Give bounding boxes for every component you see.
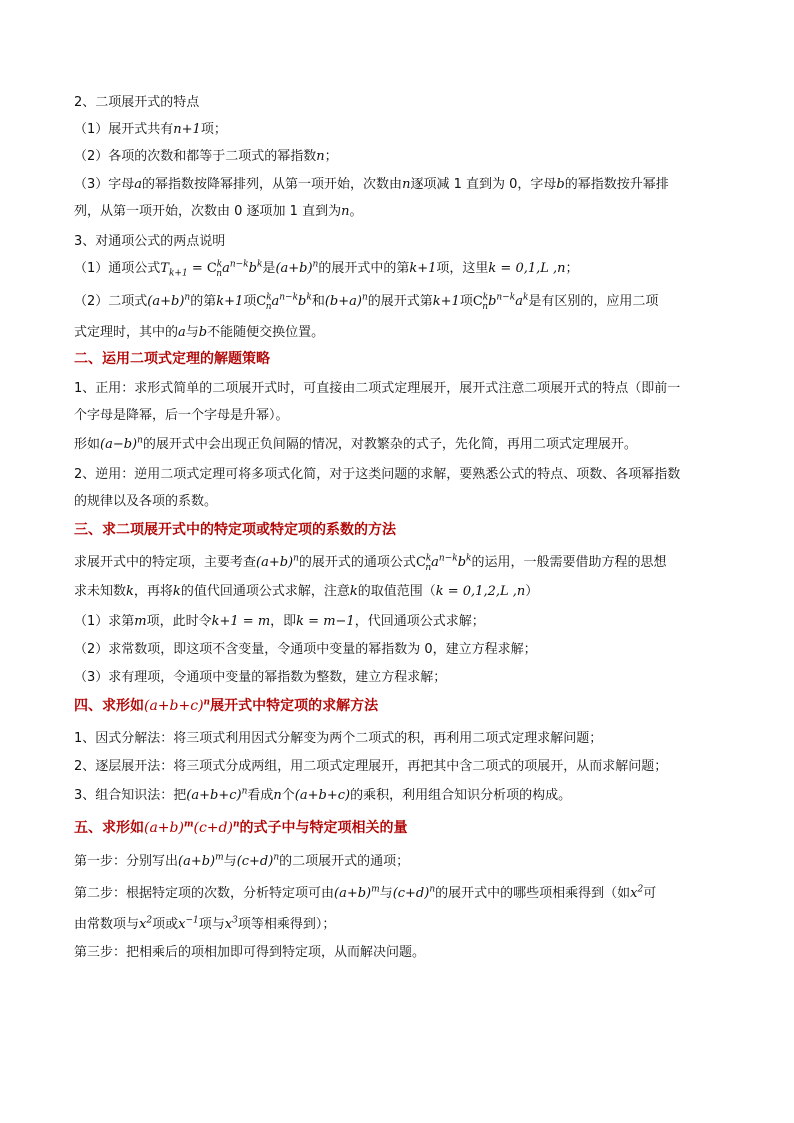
method-layered-expansion: 2、逐层展开法：将三项式分成两组，用二项式定理展开，再把其中含二项式的项展开，从而求解问题； bbox=[74, 759, 668, 774]
item-heading-general-term: 3、对通项公式的两点说明 bbox=[74, 234, 226, 249]
item-order-difference: （2）二项式$(a+b)^n$的第k+1项$C^k_na^{n-k}b^k$和$(b+a)^n$的展开式第k+1项$C^k_nb^{n-k}a^k$是有区别的，应用二项 bbox=[74, 292, 659, 312]
method-factorization: 1、因式分解法：将三项式利用因式分解变为两个二项式的积，再利用二项式定理求解问题； bbox=[74, 731, 603, 746]
item-mth-term: （1）求第m项，此时令k+1 = m，即k = m−1，代回通项公式求解； bbox=[74, 614, 485, 629]
item-term-count: （1）展开式共有n+1项； bbox=[74, 122, 227, 137]
paragraph-forward-use: 1、正用：求形式简单的二项展开式时，可直接由二项式定理展开，展开式注意二项展开式的特点（即前一 bbox=[74, 381, 681, 396]
step-two-cont: 由常数项与$x^2$项或$x^{-1}$项与$x^3$项等相乘得到）； bbox=[74, 915, 336, 932]
paragraph-alternating: 形如$(a-b)^n$的展开式中会出现正负间隔的情况，对教繁杂的式子，先化简，再用二项式定理展开。 bbox=[74, 435, 637, 452]
paragraph-reverse-use-cont: 的规律以及各项的系数。 bbox=[74, 494, 218, 509]
paragraph-forward-use-cont: 个字母是降幂，后一个字母是升幂）。 bbox=[74, 408, 289, 423]
section-heading-3: 三、求二项展开式中的特定项或特定项的系数的方法 bbox=[74, 522, 396, 538]
section-heading-5: 五、求形如$(a+b)^m(c+d)^n$的式子中与特定项相关的量 bbox=[74, 819, 408, 836]
item-rational-term: （3）求有理项，令通项中变量的幂指数为整数，建立方程求解； bbox=[74, 670, 447, 685]
paragraph-specific-term: 求展开式中的特定项，主要考查$(a+b)^n$的展开式的通项公式$C^k_na^{n-k}b^k$的运用，一般需要借助方程的思想 bbox=[74, 553, 667, 573]
method-combinatorics: 3、组合知识法：把$(a+b+c)^n$看成n个(a+b+c)的乘积，利用组合知识分析项的构成。 bbox=[74, 786, 572, 803]
item-order-difference-cont: 式定理时，其中的a与b不能随便交换位置。 bbox=[74, 325, 325, 340]
item-heading-characteristics: 2、二项展开式的特点 bbox=[74, 95, 200, 110]
section-heading-4: 四、求形如$(a+b+c)^n$展开式中特定项的求解方法 bbox=[74, 697, 379, 714]
paragraph-reverse-use: 2、逆用：逆用二项式定理可将多项式化简，对于这类问题的求解，要熟悉公式的特点、项数、各项幂指数 bbox=[74, 467, 681, 482]
section-heading-2: 二、运用二项式定理的解题策略 bbox=[74, 351, 270, 367]
item-exponent-order-cont: 列，从第一项开始，次数由 0 逐项加 1 直到为n。 bbox=[74, 204, 363, 219]
item-constant-term: （2）求常数项，即这项不含变量，令通项中变量的幂指数为 0，建立方程求解； bbox=[74, 642, 537, 657]
step-one: 第一步：分别写出$(a+b)^m$与$(c+d)^n$的二项展开式的通项； bbox=[74, 852, 410, 869]
step-three: 第三步：把相乘后的项相加即可得到特定项，从而解决问题。 bbox=[74, 945, 426, 960]
item-general-term-formula: （1）通项公式$T_{k+1} = C^k_na^{n-k}b^k$是$(a+b)^n$的展开式中的第k+1项，这里k = 0,1,L ,n； bbox=[74, 259, 579, 279]
item-degree-sum: （2）各项的次数和都等于二项式的幂指数n； bbox=[74, 149, 338, 164]
step-two: 第二步：根据特定项的次数，分析特定项可由$(a+b)^m$与$(c+d)^n$的展开式中的哪些项相乘得到（如$x^2$可 bbox=[74, 884, 657, 901]
paragraph-specific-term-cont: 求未知数k，再将k的值代回通项公式求解，注意k的取值范围（k = 0,1,2,L ,n） bbox=[74, 584, 539, 599]
item-exponent-order: （3）字母a的幂指数按降幂排列，从第一项开始，次数由n逐项减 1 直到为 0，字母b的幂指数按升幂排 bbox=[74, 177, 669, 192]
